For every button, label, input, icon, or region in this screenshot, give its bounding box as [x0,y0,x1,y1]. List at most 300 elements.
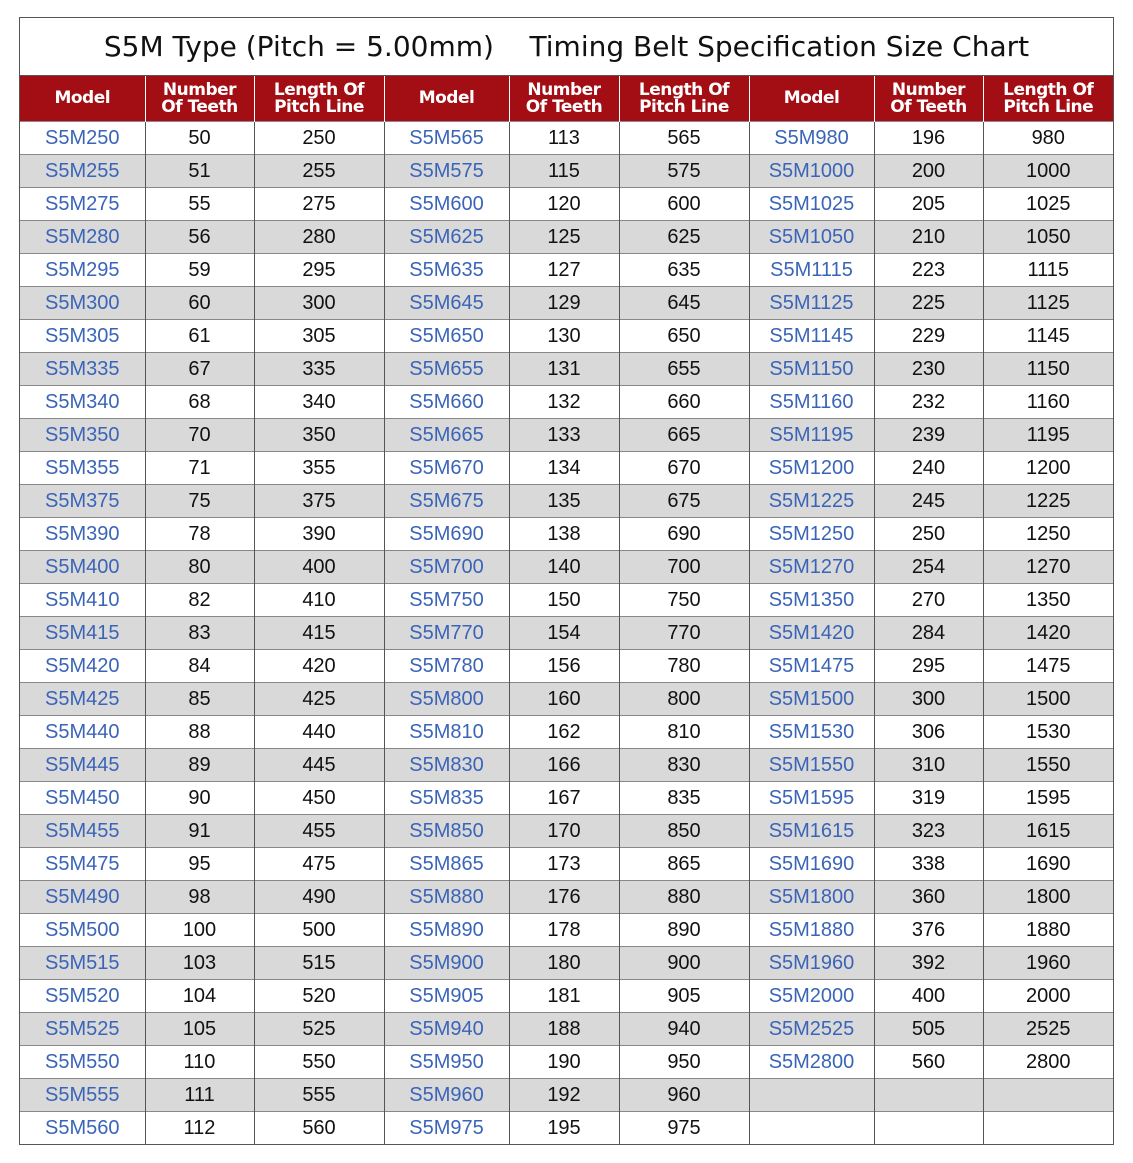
model-cell: S5M980 [749,122,874,155]
teeth-cell: 90 [145,782,254,815]
model-cell: S5M950 [384,1046,509,1079]
teeth-cell: 166 [509,749,619,782]
table-row [20,287,1113,320]
teeth-cell: 310 [874,749,983,782]
model-cell: S5M455 [20,815,145,848]
length-cell: 650 [619,320,749,353]
model-cell: S5M1615 [749,815,874,848]
length-cell: 830 [619,749,749,782]
length-cell: 575 [619,155,749,188]
model-cell: S5M1420 [749,617,874,650]
length-cell: 1595 [983,782,1113,815]
length-cell: 375 [254,485,384,518]
model-cell: S5M295 [20,254,145,287]
table-row [20,188,1113,221]
length-cell: 410 [254,584,384,617]
length-cell: 675 [619,485,749,518]
teeth-cell: 173 [509,848,619,881]
length-cell: 255 [254,155,384,188]
model-cell: S5M515 [20,947,145,980]
length-cell: 1880 [983,914,1113,947]
teeth-cell: 160 [509,683,619,716]
length-cell: 1420 [983,617,1113,650]
teeth-cell: 105 [145,1013,254,1046]
model-cell: S5M350 [20,419,145,452]
teeth-cell: 360 [874,881,983,914]
model-cell: S5M900 [384,947,509,980]
length-cell: 335 [254,353,384,386]
teeth-cell: 89 [145,749,254,782]
length-cell: 1195 [983,419,1113,452]
model-cell: S5M1500 [749,683,874,716]
header-line: Of Teeth [161,96,238,117]
teeth-cell: 133 [509,419,619,452]
teeth-cell [874,1079,983,1112]
header-line: Of Teeth [525,96,603,117]
teeth-cell: 80 [145,551,254,584]
length-cell: 1350 [983,584,1113,617]
model-cell: S5M275 [20,188,145,221]
length-cell: 625 [619,221,749,254]
model-cell: S5M670 [384,452,509,485]
header-line: Number [162,79,237,100]
table-row [20,683,1113,716]
model-cell: S5M890 [384,914,509,947]
length-cell: 835 [619,782,749,815]
table-row [20,155,1113,188]
model-cell [749,1112,874,1145]
table-row [20,221,1113,254]
teeth-cell: 140 [509,551,619,584]
teeth-cell: 91 [145,815,254,848]
teeth-cell: 103 [145,947,254,980]
length-cell: 420 [254,650,384,683]
table-row [20,914,1113,947]
length-cell: 1160 [983,386,1113,419]
header-model: Model [20,76,145,122]
header-line: Length Of [1003,79,1094,100]
model-cell: S5M1125 [749,287,874,320]
teeth-cell: 51 [145,155,254,188]
length-cell: 305 [254,320,384,353]
length-cell: 865 [619,848,749,881]
model-cell: S5M500 [20,914,145,947]
length-cell: 475 [254,848,384,881]
teeth-cell: 176 [509,881,619,914]
model-cell: S5M1150 [749,353,874,386]
model-cell: S5M625 [384,221,509,254]
teeth-cell: 239 [874,419,983,452]
model-cell: S5M780 [384,650,509,683]
teeth-cell: 78 [145,518,254,551]
model-cell: S5M960 [384,1079,509,1112]
model-cell: S5M1550 [749,749,874,782]
teeth-cell: 95 [145,848,254,881]
model-cell: S5M575 [384,155,509,188]
model-cell: S5M1690 [749,848,874,881]
model-cell: S5M550 [20,1046,145,1079]
model-cell: S5M1530 [749,716,874,749]
teeth-cell: 50 [145,122,254,155]
teeth-cell: 67 [145,353,254,386]
teeth-cell: 295 [874,650,983,683]
length-cell: 660 [619,386,749,419]
teeth-cell [874,1112,983,1145]
length-cell: 1200 [983,452,1113,485]
model-cell: S5M520 [20,980,145,1013]
model-cell: S5M1025 [749,188,874,221]
header-length-of-pitch-line [619,76,749,122]
length-cell: 1530 [983,716,1113,749]
teeth-cell: 56 [145,221,254,254]
model-cell: S5M415 [20,617,145,650]
length-cell: 490 [254,881,384,914]
model-cell: S5M880 [384,881,509,914]
table-row [20,1046,1113,1079]
teeth-cell: 134 [509,452,619,485]
teeth-cell: 392 [874,947,983,980]
header-number-of-teeth [509,76,619,122]
teeth-cell: 71 [145,452,254,485]
length-cell: 880 [619,881,749,914]
header-line: Number [527,79,601,100]
length-cell: 980 [983,122,1113,155]
teeth-cell: 306 [874,716,983,749]
header-model: Model [749,76,874,122]
model-cell: S5M440 [20,716,145,749]
model-cell: S5M660 [384,386,509,419]
length-cell: 1150 [983,353,1113,386]
model-cell: S5M1250 [749,518,874,551]
model-cell: S5M2525 [749,1013,874,1046]
length-cell: 950 [619,1046,749,1079]
header-line: Length Of [273,79,365,100]
teeth-cell: 181 [509,980,619,1013]
teeth-cell: 376 [874,914,983,947]
table-row [20,881,1113,914]
teeth-cell: 230 [874,353,983,386]
teeth-cell: 154 [509,617,619,650]
length-cell: 1115 [983,254,1113,287]
teeth-cell: 120 [509,188,619,221]
length-cell: 655 [619,353,749,386]
table-row [20,452,1113,485]
length-cell: 1145 [983,320,1113,353]
model-cell: S5M2000 [749,980,874,1013]
model-cell: S5M280 [20,221,145,254]
length-cell: 960 [619,1079,749,1112]
teeth-cell: 156 [509,650,619,683]
length-cell: 2800 [983,1046,1113,1079]
length-cell: 440 [254,716,384,749]
teeth-cell: 178 [509,914,619,947]
length-cell [983,1112,1113,1145]
length-cell: 280 [254,221,384,254]
model-cell: S5M410 [20,584,145,617]
page-title: S5M Type (Pitch = 5.00mm) Timing Belt Specification Size Chart [20,18,1113,76]
length-cell: 1690 [983,848,1113,881]
model-cell: S5M475 [20,848,145,881]
teeth-cell: 111 [145,1079,254,1112]
length-cell: 295 [254,254,384,287]
teeth-cell: 75 [145,485,254,518]
teeth-cell: 162 [509,716,619,749]
teeth-cell: 192 [509,1079,619,1112]
header-length-of-pitch-line [254,76,384,122]
teeth-cell: 284 [874,617,983,650]
table-row [20,485,1113,518]
teeth-cell: 68 [145,386,254,419]
teeth-cell: 240 [874,452,983,485]
model-cell [749,1079,874,1112]
model-cell: S5M2800 [749,1046,874,1079]
model-cell: S5M1160 [749,386,874,419]
teeth-cell: 115 [509,155,619,188]
length-cell: 340 [254,386,384,419]
teeth-cell: 59 [145,254,254,287]
header-line: Pitch Line [1003,96,1094,117]
header-number-of-teeth [145,76,254,122]
table-row [20,617,1113,650]
length-cell: 770 [619,617,749,650]
table-body [20,122,1113,1145]
length-cell: 800 [619,683,749,716]
model-cell: S5M1050 [749,221,874,254]
length-cell: 560 [254,1112,384,1145]
header-line: Length Of [638,79,730,100]
teeth-cell: 132 [509,386,619,419]
length-cell: 455 [254,815,384,848]
teeth-cell: 83 [145,617,254,650]
teeth-cell: 190 [509,1046,619,1079]
teeth-cell: 113 [509,122,619,155]
model-cell: S5M850 [384,815,509,848]
model-cell: S5M300 [20,287,145,320]
model-cell: S5M340 [20,386,145,419]
model-cell: S5M905 [384,980,509,1013]
length-cell: 1050 [983,221,1113,254]
model-cell: S5M975 [384,1112,509,1145]
teeth-cell: 55 [145,188,254,221]
teeth-cell: 195 [509,1112,619,1145]
length-cell: 2000 [983,980,1113,1013]
teeth-cell: 400 [874,980,983,1013]
teeth-cell: 60 [145,287,254,320]
model-cell: S5M420 [20,650,145,683]
length-cell: 565 [619,122,749,155]
length-cell: 300 [254,287,384,320]
table-row [20,716,1113,749]
model-cell: S5M305 [20,320,145,353]
length-cell: 275 [254,188,384,221]
length-cell: 515 [254,947,384,980]
length-cell: 425 [254,683,384,716]
model-cell: S5M1350 [749,584,874,617]
teeth-cell: 104 [145,980,254,1013]
teeth-cell: 135 [509,485,619,518]
length-cell: 1270 [983,551,1113,584]
length-cell: 905 [619,980,749,1013]
teeth-cell: 505 [874,1013,983,1046]
model-cell: S5M1595 [749,782,874,815]
length-cell: 1025 [983,188,1113,221]
length-cell: 1615 [983,815,1113,848]
model-cell: S5M750 [384,584,509,617]
teeth-cell: 200 [874,155,983,188]
model-cell: S5M355 [20,452,145,485]
length-cell: 1500 [983,683,1113,716]
length-cell: 555 [254,1079,384,1112]
model-cell: S5M565 [384,122,509,155]
teeth-cell: 232 [874,386,983,419]
model-cell: S5M335 [20,353,145,386]
model-cell: S5M255 [20,155,145,188]
model-cell: S5M555 [20,1079,145,1112]
model-cell: S5M525 [20,1013,145,1046]
model-cell: S5M1145 [749,320,874,353]
model-cell: S5M1800 [749,881,874,914]
table-row [20,320,1113,353]
teeth-cell: 300 [874,683,983,716]
length-cell: 900 [619,947,749,980]
model-cell: S5M1115 [749,254,874,287]
table-row [20,848,1113,881]
length-cell: 1800 [983,881,1113,914]
table-row [20,419,1113,452]
teeth-cell: 170 [509,815,619,848]
header-line: Pitch Line [639,96,729,117]
teeth-cell: 88 [145,716,254,749]
teeth-cell: 125 [509,221,619,254]
teeth-cell: 84 [145,650,254,683]
length-cell: 940 [619,1013,749,1046]
teeth-cell: 112 [145,1112,254,1145]
teeth-cell: 85 [145,683,254,716]
model-cell: S5M445 [20,749,145,782]
model-cell: S5M490 [20,881,145,914]
teeth-cell: 229 [874,320,983,353]
length-cell: 975 [619,1112,749,1145]
teeth-cell: 150 [509,584,619,617]
model-cell: S5M800 [384,683,509,716]
teeth-cell: 254 [874,551,983,584]
teeth-cell: 210 [874,221,983,254]
header-row [20,76,1113,122]
model-cell: S5M675 [384,485,509,518]
teeth-cell: 338 [874,848,983,881]
model-cell: S5M700 [384,551,509,584]
teeth-cell: 250 [874,518,983,551]
table-row [20,815,1113,848]
length-cell: 1475 [983,650,1113,683]
length-cell: 665 [619,419,749,452]
model-cell: S5M1270 [749,551,874,584]
length-cell: 400 [254,551,384,584]
length-cell: 1960 [983,947,1113,980]
length-cell: 350 [254,419,384,452]
model-cell: S5M865 [384,848,509,881]
length-cell: 670 [619,452,749,485]
model-cell: S5M450 [20,782,145,815]
length-cell: 890 [619,914,749,947]
model-cell: S5M655 [384,353,509,386]
table-row [20,980,1113,1013]
length-cell: 445 [254,749,384,782]
table-row [20,782,1113,815]
model-cell: S5M665 [384,419,509,452]
model-cell: S5M1880 [749,914,874,947]
model-cell: S5M1960 [749,947,874,980]
model-cell: S5M400 [20,551,145,584]
size-chart [19,17,1114,1145]
model-cell: S5M810 [384,716,509,749]
length-cell: 810 [619,716,749,749]
length-cell: 500 [254,914,384,947]
teeth-cell: 205 [874,188,983,221]
table-row [20,584,1113,617]
length-cell: 450 [254,782,384,815]
length-cell: 635 [619,254,749,287]
table-row [20,254,1113,287]
teeth-cell: 127 [509,254,619,287]
model-cell: S5M835 [384,782,509,815]
length-cell: 520 [254,980,384,1013]
length-cell [983,1079,1113,1112]
length-cell: 1550 [983,749,1113,782]
model-cell: S5M690 [384,518,509,551]
model-cell: S5M560 [20,1112,145,1145]
teeth-cell: 130 [509,320,619,353]
length-cell: 750 [619,584,749,617]
table-row [20,749,1113,782]
model-cell: S5M1225 [749,485,874,518]
length-cell: 2525 [983,1013,1113,1046]
model-cell: S5M650 [384,320,509,353]
table-row [20,518,1113,551]
length-cell: 600 [619,188,749,221]
length-cell: 780 [619,650,749,683]
model-cell: S5M425 [20,683,145,716]
teeth-cell: 180 [509,947,619,980]
length-cell: 700 [619,551,749,584]
teeth-cell: 196 [874,122,983,155]
teeth-cell: 138 [509,518,619,551]
spec-table [20,76,1113,1144]
teeth-cell: 245 [874,485,983,518]
model-cell: S5M645 [384,287,509,320]
model-cell: S5M250 [20,122,145,155]
header-length-of-pitch-line [983,76,1113,122]
header-line: Number [891,79,966,100]
model-cell: S5M830 [384,749,509,782]
teeth-cell: 61 [145,320,254,353]
table-row [20,947,1113,980]
length-cell: 355 [254,452,384,485]
length-cell: 850 [619,815,749,848]
length-cell: 1125 [983,287,1113,320]
table-row [20,353,1113,386]
table-row [20,1013,1113,1046]
teeth-cell: 319 [874,782,983,815]
teeth-cell: 100 [145,914,254,947]
header-model: Model [384,76,509,122]
model-cell: S5M600 [384,188,509,221]
teeth-cell: 323 [874,815,983,848]
model-cell: S5M1195 [749,419,874,452]
length-cell: 1225 [983,485,1113,518]
model-cell: S5M770 [384,617,509,650]
teeth-cell: 560 [874,1046,983,1079]
